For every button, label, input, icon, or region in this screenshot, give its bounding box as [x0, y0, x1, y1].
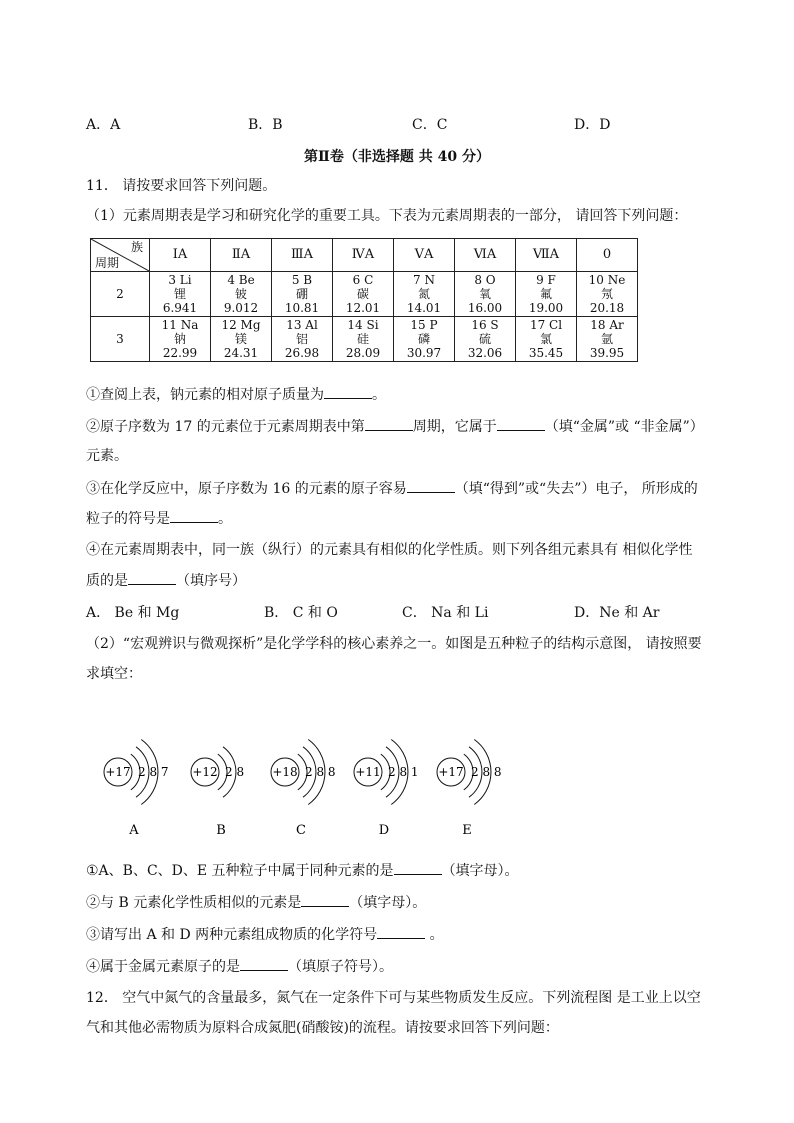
element-cell	[211, 272, 272, 317]
element-mass: 20.18	[589, 301, 625, 315]
particle-label: C	[296, 823, 306, 838]
group-header: ⅡA	[211, 239, 272, 272]
element-num-sym: 4 Be	[227, 273, 255, 287]
nucleus-charge: +11	[355, 765, 381, 779]
period-label: 2	[91, 272, 150, 317]
particle-label: D	[378, 823, 390, 838]
element-num-sym: 16 S	[471, 318, 499, 332]
element-cell	[516, 317, 577, 362]
element-cell	[211, 317, 272, 362]
element-cell	[150, 317, 211, 362]
element-name: 钠	[173, 332, 186, 346]
group-header: ⅢA	[272, 239, 333, 272]
element-name: 镁	[234, 332, 247, 346]
period-label: 3	[91, 317, 150, 362]
group-header: 0	[577, 239, 638, 272]
q11-sub4-cont: 质的是 （填序号）	[86, 570, 246, 591]
q11-sub2: ②原子序数为 17 的元素位于元素周期表中第 周期，它属于 （填“金属”或 “非金属”）	[86, 416, 704, 437]
corner-period-label: 周期	[95, 256, 120, 270]
option-a: A．A	[86, 117, 121, 133]
element-mass: 10.81	[284, 301, 320, 315]
group-header: ⅤA	[394, 239, 455, 272]
q11-p2: ②与 B 元素化学性质相似的元素是 （填字母）。	[86, 892, 426, 913]
element-name: 氟	[539, 287, 552, 301]
element-name: 氯	[539, 332, 552, 346]
element-num-sym: 10 Ne	[588, 273, 626, 287]
electron-counts: 2 8 1	[388, 765, 419, 779]
element-mass: 19.00	[528, 301, 564, 315]
particle-label: E	[462, 823, 472, 838]
element-mass: 22.99	[162, 346, 198, 360]
q11-4-option-c: C． Na 和 Li	[402, 605, 489, 621]
element-mass: 32.06	[467, 346, 503, 360]
element-name: 氩	[600, 332, 613, 346]
particle-E	[437, 740, 502, 839]
q11-4-option-d: D．Ne 和 Ar	[574, 605, 660, 621]
element-num-sym: 9 F	[536, 273, 556, 287]
element-mass: 24.31	[223, 346, 259, 360]
element-mass: 30.97	[406, 346, 442, 360]
electron-counts: 2 8	[225, 765, 245, 779]
q11-p3: ③请写出 A 和 D 两种元素组成物质的化学符号 。	[86, 924, 444, 945]
group-header: ⅣA	[333, 239, 394, 272]
section-title: 第Ⅱ卷（非选择题 共 40 分）	[304, 149, 490, 165]
element-mass: 28.09	[345, 346, 381, 360]
element-num-sym: 14 Si	[347, 318, 379, 332]
q11-sub3: ③在化学反应中，原子序数为 16 的元素的原子容易 （填“得到”或“失去”）电子， 所形成的	[86, 478, 698, 499]
q12-stem: 12． 空气中氮气的含量最多，氮气在一定条件下可与某些物质发生反应。下列流程图 是工业上以空	[86, 990, 701, 1006]
q11-part2: （2）“宏观辨识与微观探析”是化学学科的核心素养之一。如图是五种粒子的结构示意图， 请按照要	[86, 636, 702, 652]
element-num-sym: 6 C	[352, 273, 374, 287]
q11-stem: 11． 请按要求回答下列问题。	[86, 178, 277, 194]
element-cell	[333, 317, 394, 362]
element-mass: 9.012	[223, 301, 259, 315]
particle-B	[191, 747, 244, 838]
element-cell	[516, 272, 577, 317]
element-mass: 6.941	[162, 301, 198, 315]
element-name: 硼	[295, 287, 308, 301]
nucleus-charge: +12	[192, 765, 218, 779]
element-name: 硫	[478, 332, 491, 346]
element-num-sym: 18 Ar	[590, 318, 624, 332]
element-cell	[272, 317, 333, 362]
element-cell	[150, 272, 211, 317]
element-mass: 16.00	[467, 301, 503, 315]
element-name: 碳	[356, 287, 369, 301]
element-cell	[333, 272, 394, 317]
q11-4-option-a: A． Be 和 Mg	[86, 605, 180, 621]
q11-sub1: ①查阅上表，钠元素的相对原子质量为 。	[86, 384, 386, 405]
element-num-sym: 5 B	[291, 273, 313, 287]
particle-A	[104, 740, 169, 839]
element-num-sym: 13 Al	[286, 318, 318, 332]
option-b: B．B	[248, 117, 283, 133]
element-num-sym: 7 N	[413, 273, 435, 287]
particle-D	[354, 740, 419, 839]
q11-part1-intro: （1）元素周期表是学习和研究化学的重要工具。下表为元素周期表的一部分， 请回答下列问题：	[86, 208, 688, 224]
element-cell	[577, 272, 638, 317]
element-mass: 12.01	[345, 301, 381, 315]
element-cell	[577, 317, 638, 362]
nucleus-charge: +18	[272, 765, 298, 779]
element-name: 磷	[417, 332, 430, 346]
element-mass: 26.98	[284, 346, 320, 360]
q11-sub2-cont: 元素。	[86, 448, 128, 464]
group-header: ⅠA	[150, 239, 211, 272]
q11-4-option-b: B． C 和 O	[264, 605, 338, 621]
q11-sub4: ④在元素周期表中，同一族（纵行）的元素具有相似的化学性质。则下列各组元素具有 相似化学性	[86, 542, 693, 558]
element-cell	[455, 272, 516, 317]
element-name: 氮	[417, 287, 430, 301]
q11-sub3-cont: 粒子的符号是 。	[86, 508, 232, 529]
group-header: ⅥA	[455, 239, 516, 272]
q12-stem-cont: 气和其他必需物质为原料合成氮肥(硝酸铵)的流程。请按要求回答下列问题：	[86, 1020, 559, 1036]
element-cell	[455, 317, 516, 362]
electron-counts: 2 8 7	[138, 765, 169, 779]
q11-p4: ④属于金属元素原子的是 （填原子符号）。	[86, 956, 393, 977]
nucleus-charge: +17	[438, 765, 464, 779]
element-name: 铝	[295, 332, 308, 346]
particle-label: B	[216, 823, 226, 838]
element-cell	[394, 317, 455, 362]
electron-counts: 2 8 8	[471, 765, 502, 779]
table-row-period-3	[91, 317, 638, 362]
electron-counts: 2 8 8	[305, 765, 336, 779]
table-row-period-2	[91, 272, 638, 317]
table-corner	[91, 239, 150, 272]
element-mass: 14.01	[406, 301, 442, 315]
element-name: 硅	[356, 332, 369, 346]
element-name: 氖	[600, 287, 613, 301]
element-num-sym: 11 Na	[161, 318, 199, 332]
element-mass: 35.45	[528, 346, 564, 360]
element-mass: 39.95	[589, 346, 625, 360]
particle-C	[271, 740, 336, 839]
element-num-sym: 8 O	[474, 273, 496, 287]
q11-part2-cont: 求填空：	[86, 666, 142, 682]
element-cell	[272, 272, 333, 317]
element-name: 氧	[478, 287, 491, 301]
option-c: C．C	[412, 117, 448, 133]
periodic-table	[90, 238, 638, 362]
option-d: D．D	[574, 117, 611, 133]
particle-label: A	[129, 823, 139, 838]
q11-p1: ①A、B、C、D、E 五种粒子中属于同种元素的是 （填字母）。	[86, 860, 519, 881]
element-name: 铍	[234, 287, 247, 301]
element-num-sym: 15 P	[410, 318, 438, 332]
element-cell	[394, 272, 455, 317]
particle-diagrams	[0, 720, 794, 840]
corner-group-label: 族	[130, 240, 143, 254]
element-num-sym: 3 Li	[168, 273, 192, 287]
element-num-sym: 17 Cl	[529, 318, 563, 332]
group-header: ⅦA	[516, 239, 577, 272]
element-name: 锂	[173, 287, 186, 301]
element-num-sym: 12 Mg	[221, 318, 261, 332]
nucleus-charge: +17	[105, 765, 131, 779]
